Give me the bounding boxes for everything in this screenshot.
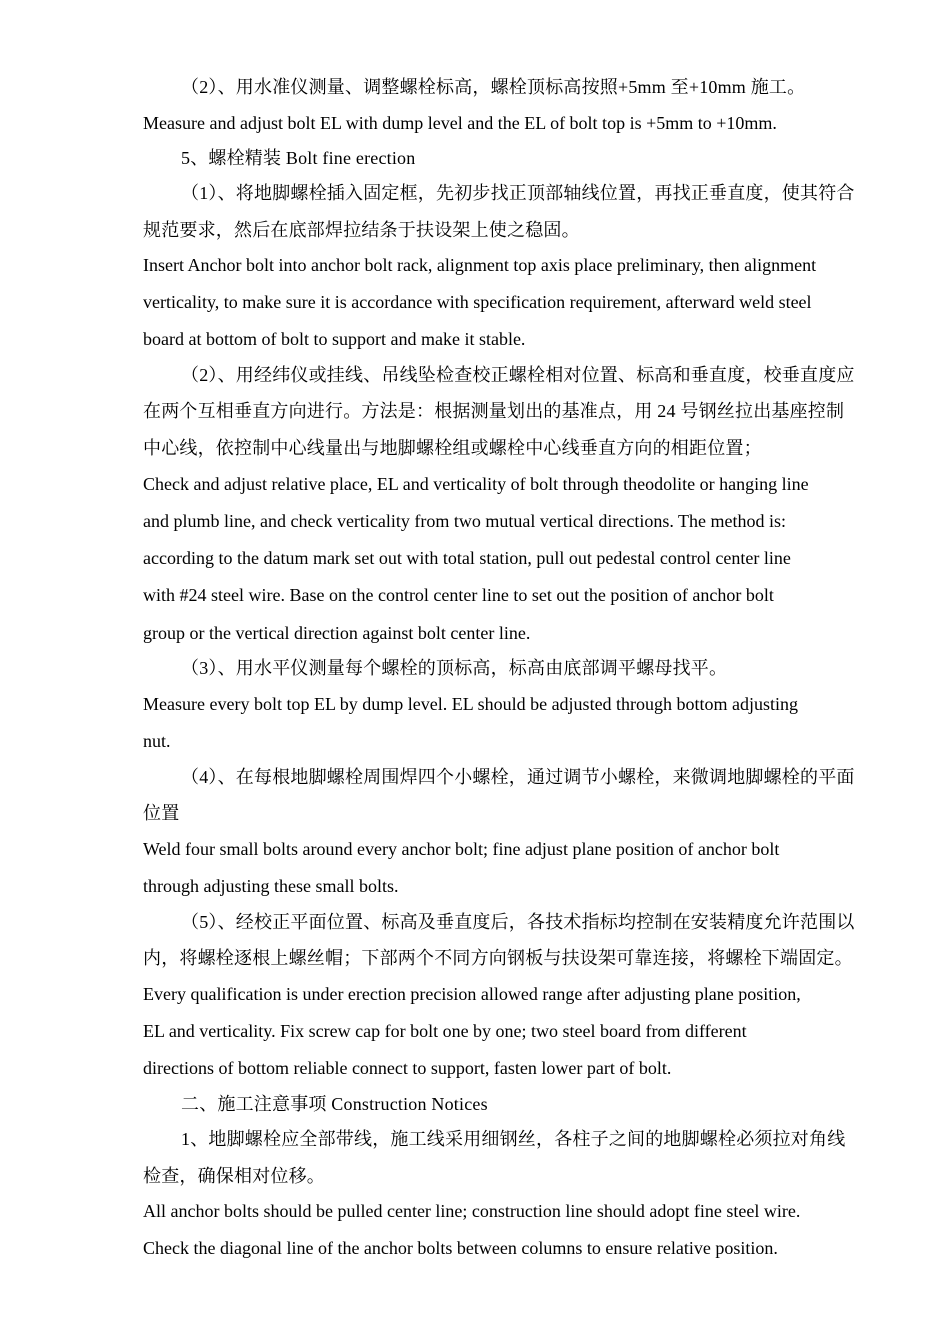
paragraph-en: group or the vertical direction against bolt center line.: [143, 623, 531, 643]
paragraph-en: EL and verticality. Fix screw cap for bolt one by one; two steel board from different: [143, 1021, 747, 1041]
paragraph-en: through adjusting these small bolts.: [143, 876, 399, 896]
paragraph-en: Measure every bolt top EL by dump level. EL should be adjusted through bottom adjusting: [143, 694, 799, 714]
paragraph-en: Check the diagonal line of the anchor bolts between columns to ensure relative position.: [143, 1238, 778, 1258]
paragraph-en: verticality, to make sure it is accordance with specification requirement, afterward weld steel: [143, 292, 812, 312]
paragraph-en: Every qualification is under erection precision allowed range after adjusting plane position,: [143, 984, 801, 1004]
paragraph-cn: （2）、用水准仪测量、调整螺栓标高，螺栓顶标高按照+5mm 至+10mm 施工。: [181, 77, 806, 97]
paragraph-cn: （5）、经校正平面位置、标高及垂直度后，各技术指标均控制在安装精度允许范围以: [181, 912, 855, 932]
paragraph-en: All anchor bolts should be pulled center line; construction line should adopt fine steel wire.: [143, 1201, 801, 1221]
section-heading: 5、螺栓精装 Bolt fine erection: [181, 148, 416, 168]
paragraph-cn: 中心线，依控制中心线量出与地脚螺栓组或螺栓中心线垂直方向的相距位置；: [143, 438, 762, 458]
paragraph-en: Check and adjust relative place, EL and verticality of bolt through theodolite or hanging line: [143, 474, 809, 494]
paragraph-en: directions of bottom reliable connect to support, fasten lower part of bolt.: [143, 1058, 672, 1078]
paragraph-cn: 位置: [143, 803, 180, 823]
section-heading: 二、施工注意事项 Construction Notices: [181, 1094, 488, 1114]
paragraph-en: nut.: [143, 731, 171, 751]
paragraph-en: Weld four small bolts around every anchor bolt; fine adjust plane position of anchor bolt: [143, 839, 780, 859]
paragraph-cn: （4）、在每根地脚螺栓周围焊四个小螺栓，通过调节小螺栓，来微调地脚螺栓的平面: [181, 767, 855, 787]
paragraph-cn: （2）、用经纬仪或挂线、吊线坠检查校正螺栓相对位置、标高和垂直度，校垂直度应: [181, 365, 855, 385]
paragraph-cn: 规范要求，然后在底部焊拉结条于扶设架上使之稳固。: [143, 220, 580, 240]
paragraph-en: and plumb line, and check verticality from two mutual vertical directions. The method is:: [143, 511, 786, 531]
paragraph-en: board at bottom of bolt to support and make it stable.: [143, 329, 526, 349]
paragraph-en: Insert Anchor bolt into anchor bolt rack, alignment top axis place preliminary, then alignment: [143, 255, 817, 275]
paragraph-cn: 在两个互相垂直方向进行。方法是：根据测量划出的基准点，用 24 号钢丝拉出基座控制: [143, 401, 845, 421]
paragraph-en: with #24 steel wire. Base on the control center line to set out the position of anchor bolt: [143, 585, 774, 605]
paragraph-cn: 检查，确保相对位移。: [143, 1166, 325, 1186]
paragraph-cn: （3）、用水平仪测量每个螺栓的顶标高，标高由底部调平螺母找平。: [181, 658, 728, 678]
paragraph-cn: 内，将螺栓逐根上螺丝帽；下部两个不同方向钢板与扶设架可靠连接，将螺栓下端固定。: [143, 948, 853, 968]
paragraph-en: Measure and adjust bolt EL with dump level and the EL of bolt top is +5mm to +10mm.: [143, 113, 777, 133]
paragraph-cn: 1、地脚螺栓应全部带线，施工线采用细钢丝，各柱子之间的地脚螺栓必须拉对角线: [181, 1129, 846, 1149]
paragraph-en: according to the datum mark set out with total station, pull out pedestal control center line: [143, 548, 791, 568]
paragraph-cn: （1）、将地脚螺栓插入固定框，先初步找正顶部轴线位置，再找正垂直度，使其符合: [181, 183, 855, 203]
